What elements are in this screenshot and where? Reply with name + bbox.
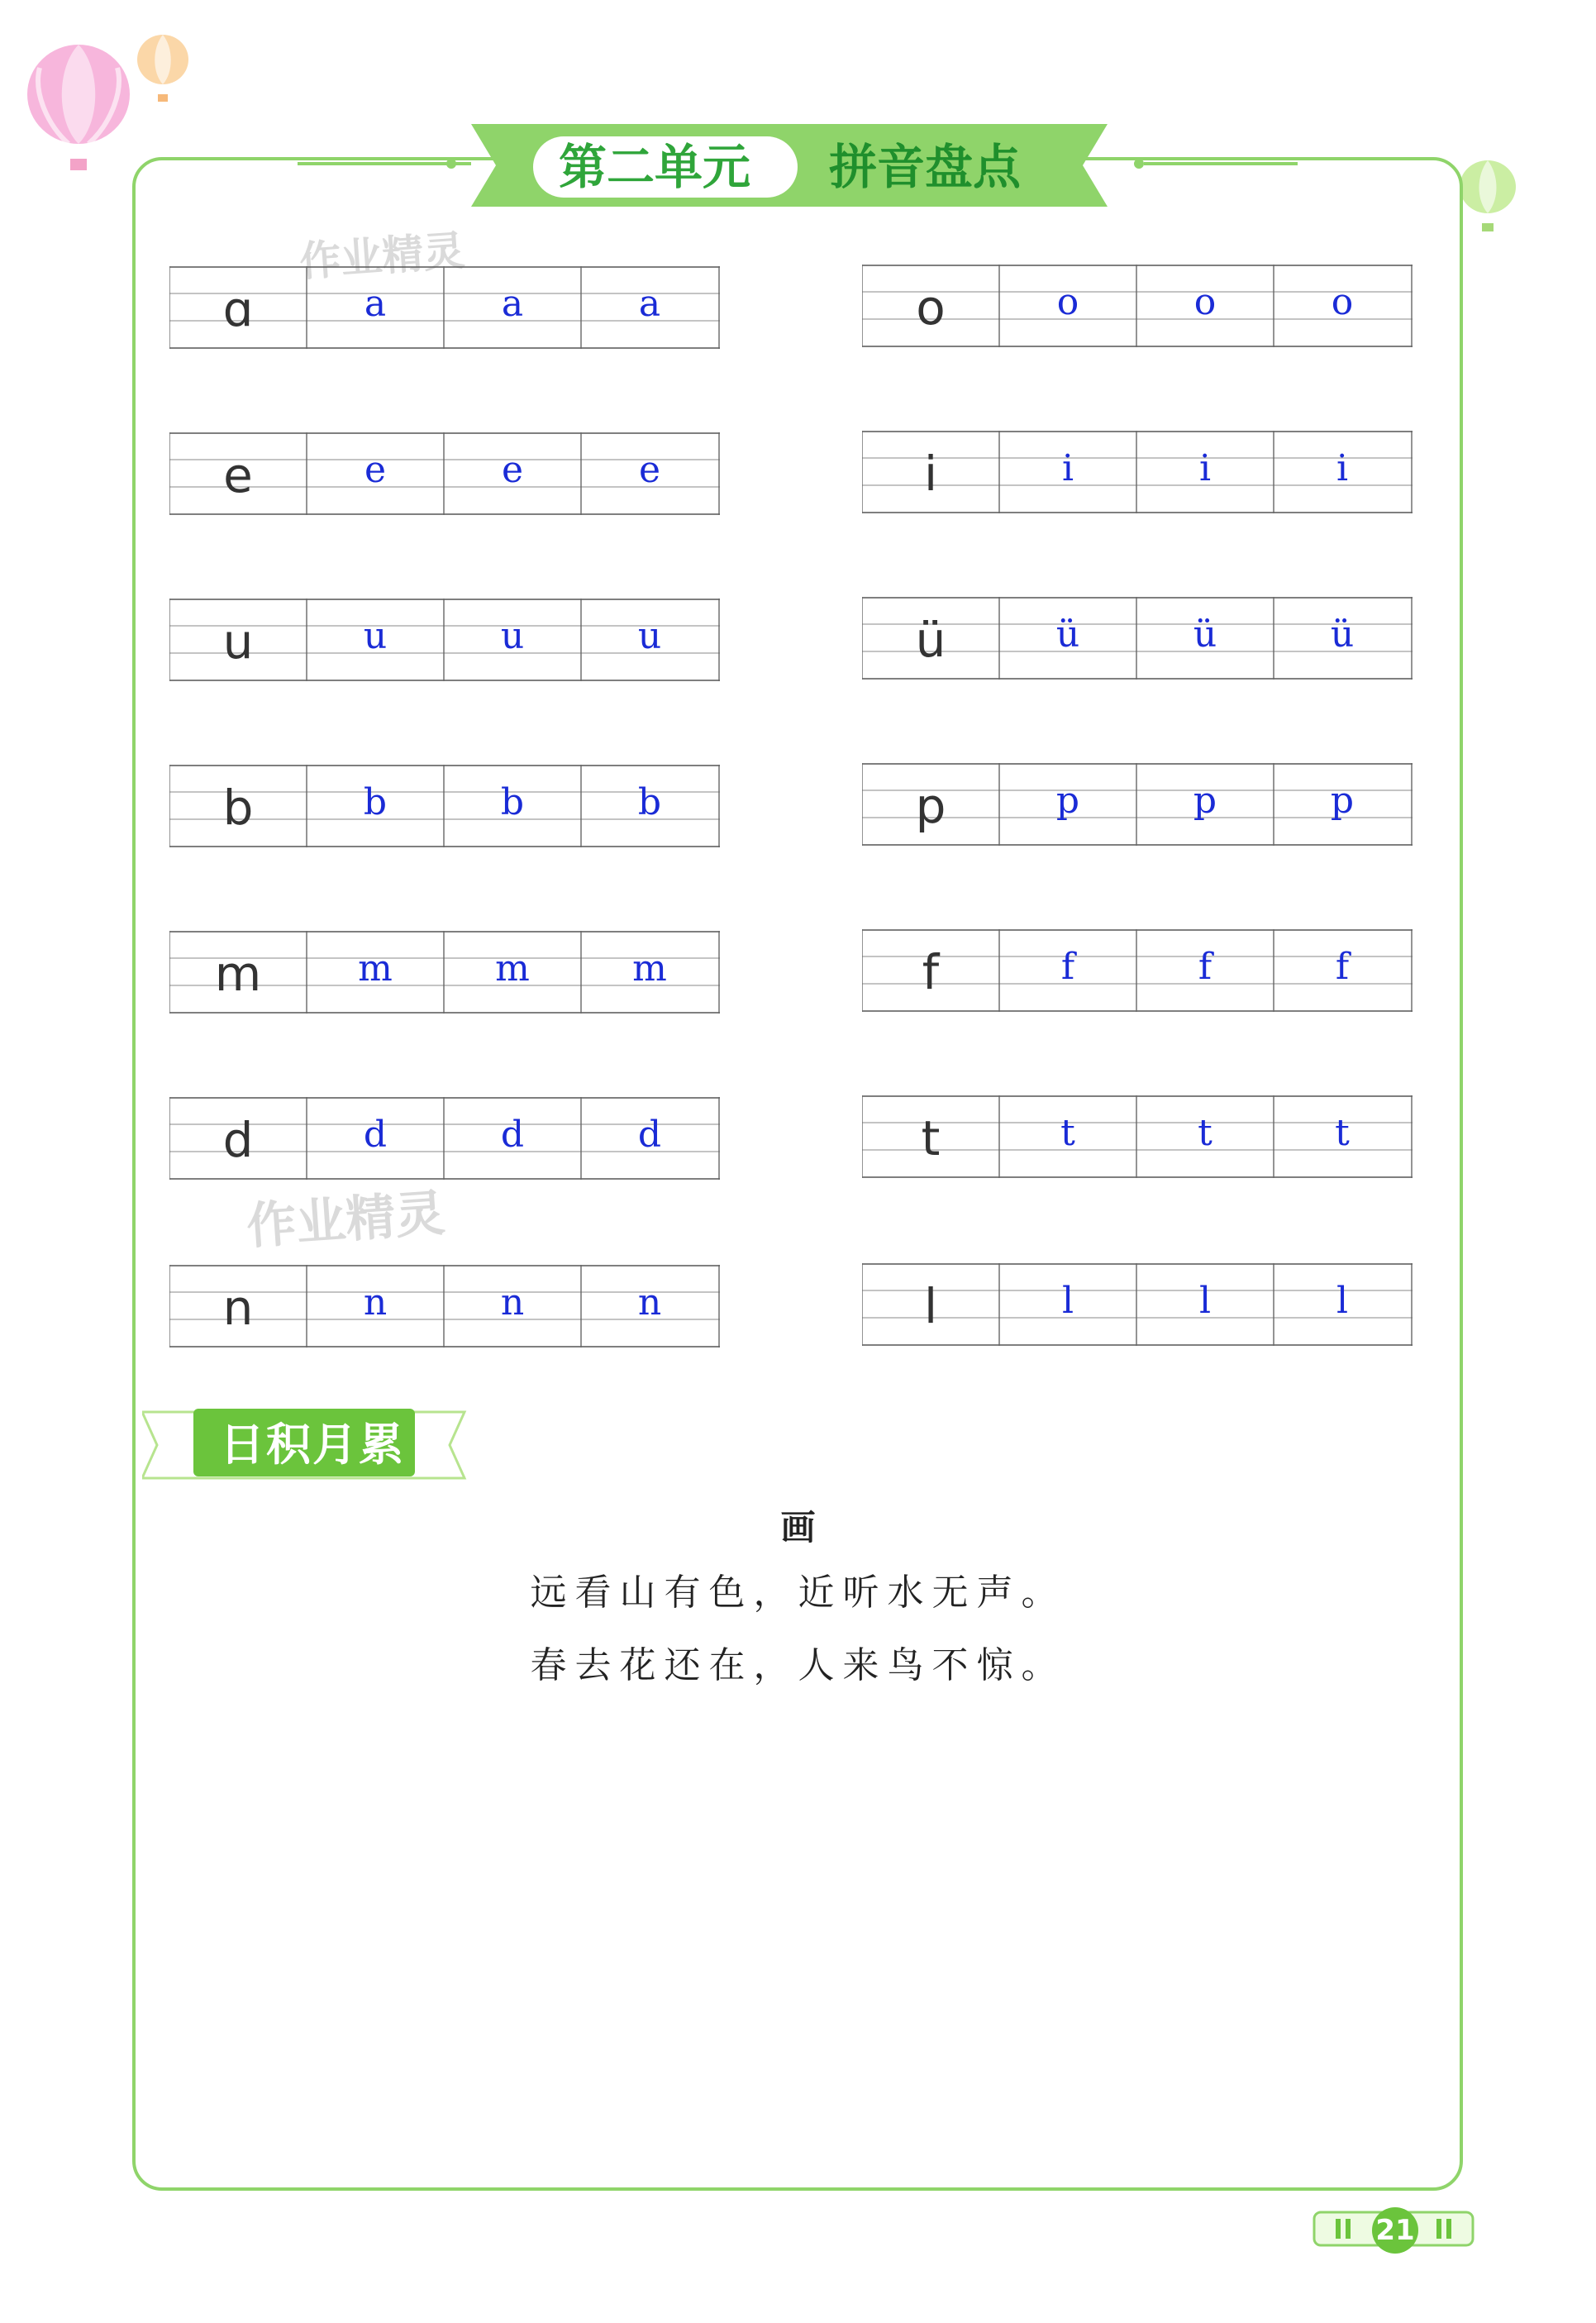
model-letter: ü (915, 612, 946, 668)
copied-letter: o (1331, 281, 1354, 323)
copied-letter: m (632, 947, 667, 990)
pinyin-row-right-1 (862, 431, 1413, 513)
copied-letter: b (500, 781, 525, 823)
copied-letter: i (1061, 447, 1074, 489)
header-line-left (298, 157, 463, 174)
pinyin-row-left-4 (169, 931, 720, 1014)
watermark-middle: 作业精灵 (245, 1184, 447, 1257)
pinyin-row-right-5 (862, 1095, 1413, 1178)
page-number: 21 (1372, 2207, 1418, 2254)
copied-letter: l (1336, 1280, 1349, 1322)
watermark-top: 作业精灵 (298, 227, 467, 286)
model-letter: m (214, 946, 262, 1002)
pinyin-row-left-1 (169, 432, 720, 515)
pinyin-row-right-2 (862, 597, 1413, 680)
copied-letter: m (358, 947, 393, 990)
copied-letter: p (1055, 780, 1080, 822)
pinyin-row-left-2 (169, 599, 720, 681)
model-letter: f (922, 944, 940, 1000)
unit-title: 第二单元 (559, 139, 751, 195)
poem-line-2: 春去花还在，人来鸟不惊。 (530, 1644, 1066, 1686)
copied-letter: o (1056, 281, 1079, 323)
copied-letter: o (1193, 281, 1217, 323)
copied-letter: b (363, 781, 388, 823)
copied-letter: i (1198, 447, 1212, 489)
copied-letter: a (501, 283, 524, 325)
model-letter: u (222, 613, 254, 670)
poem-title: 画 (780, 1507, 816, 1548)
copied-letter: ü (1193, 613, 1217, 656)
copied-letter: ü (1330, 613, 1355, 656)
copied-letter: t (1060, 1112, 1075, 1154)
pinyin-row-left-5 (169, 1097, 720, 1180)
copied-letter: d (363, 1114, 388, 1156)
copied-letter: u (500, 615, 525, 657)
poem-line-1: 远看山有色，近听水无声。 (530, 1572, 1066, 1614)
model-letter: l (923, 1278, 938, 1334)
pinyin-row-right-4 (862, 929, 1413, 1012)
copied-letter: i (1336, 447, 1349, 489)
model-letter: p (915, 778, 946, 834)
copied-letter: n (363, 1281, 388, 1324)
model-letter: o (916, 279, 946, 336)
copied-letter: m (495, 947, 530, 990)
copied-letter: p (1193, 780, 1217, 822)
copied-letter: a (364, 283, 387, 325)
balloon-green-icon (1456, 159, 1519, 236)
copied-letter: p (1330, 780, 1355, 822)
copied-letter: n (637, 1281, 662, 1324)
section-title: 日积月累 (220, 1419, 405, 1471)
model-letter: d (222, 1112, 254, 1168)
model-letter: e (223, 447, 253, 503)
pinyin-row-left-0 (169, 266, 720, 349)
copied-letter: l (1198, 1280, 1212, 1322)
model-letter: i (923, 446, 938, 502)
pinyin-row-right-3 (862, 763, 1413, 846)
copied-letter: f (1060, 946, 1075, 988)
header-line-right (1132, 157, 1298, 174)
copied-letter: f (1335, 946, 1350, 988)
copied-letter: b (637, 781, 662, 823)
copied-letter: e (364, 449, 387, 491)
balloon-orange-icon (134, 33, 192, 107)
pinyin-row-left-3 (169, 765, 720, 847)
model-letter: ɑ (222, 281, 254, 337)
model-letter: t (921, 1110, 941, 1166)
copied-letter: t (1198, 1112, 1212, 1154)
copied-letter: e (501, 449, 524, 491)
pinyin-row-left-6 (169, 1265, 720, 1348)
copied-letter: u (637, 615, 662, 657)
model-letter: b (222, 780, 254, 836)
pinyin-row-right-6 (862, 1263, 1413, 1346)
copied-letter: d (500, 1114, 525, 1156)
copied-letter: a (638, 283, 661, 325)
copied-letter: l (1061, 1280, 1074, 1322)
section-heading: 拼音盘点 (829, 139, 1022, 195)
copied-letter: t (1335, 1112, 1350, 1154)
balloon-pink-icon (23, 43, 135, 175)
copied-letter: n (500, 1281, 525, 1324)
pinyin-row-right-0 (862, 265, 1413, 347)
copied-letter: d (637, 1114, 662, 1156)
copied-letter: e (638, 449, 661, 491)
copied-letter: u (363, 615, 388, 657)
model-letter: n (222, 1280, 254, 1336)
copied-letter: ü (1055, 613, 1080, 656)
copied-letter: f (1198, 946, 1212, 988)
